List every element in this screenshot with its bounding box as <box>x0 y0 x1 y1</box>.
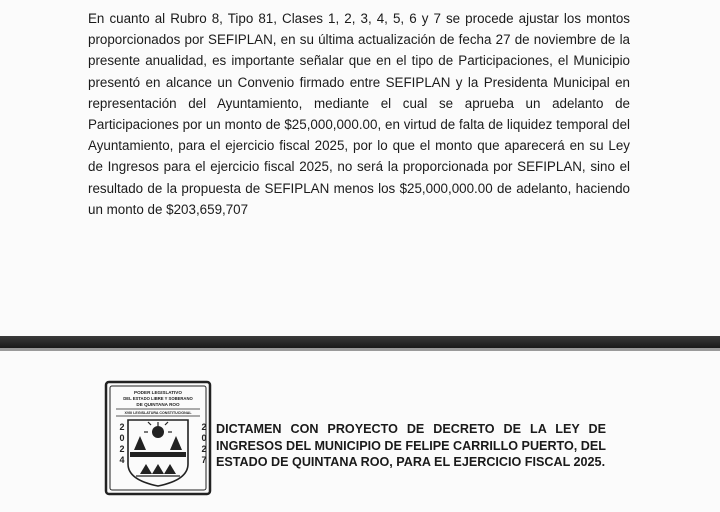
seal-text-line3: DE QUINTANA ROO <box>136 402 180 407</box>
seal-text-line2: DEL ESTADO LIBRE Y SOBERANO <box>123 396 193 401</box>
seal-year-left <box>118 422 126 466</box>
year-digit: 2 <box>201 444 207 454</box>
year-digit: 7 <box>201 455 207 465</box>
body-paragraph: En cuanto al Rubro 8, Tipo 81, Clases 1, 2, 3, 4, 5, 6 y 7 se procede ajustar los montos proporcionados por SEFIPLAN, en su última actualización de fecha 27 de noviembre de la presente anualidad, es importante señalar que en el tipo de Participaciones, el Municipio presentó en alcance un Convenio firmado entre SEFIPLAN y la Presidenta Municipal en representación del Ayuntamiento, mediante el cual se aprueba un adelanto de Participaciones por un monto de $25,000,000.00, en virtud de falta de liquidez temporal del Ayuntamiento, para el ejercicio fiscal 2025, por lo que el monto que aparecerá en su Ley de Ingresos para el ejercicio fiscal 2025, no será la proporcionada por SEFIPLAN, sino el resultado de la propuesta de SEFIPLAN menos los $25,000,000.00 de adelanto, haciendo un monto de $203,659,707 <box>88 11 630 217</box>
footer-title: DICTAMEN CON PROYECTO DE DECRETO DE LA LEY DE INGRESOS DEL MUNICIPIO DE FELIPE CARRILLO PUERTO, DEL ESTADO DE QUINTANA ROO, PARA EL EJERCICIO FISCAL 2025. <box>216 422 606 469</box>
year-digit: 2 <box>119 444 125 454</box>
year-digit: 4 <box>119 455 125 465</box>
seal-text-line4: XVIII LEGISLATURA CONSTITUCIONAL <box>124 411 192 415</box>
seal-year-right <box>200 422 208 466</box>
year-digit: 2 <box>201 422 207 432</box>
year-digit: 2 <box>119 422 125 432</box>
seal-text-line1: PODER LEGISLATIVO <box>134 390 182 395</box>
year-digit: 0 <box>119 433 125 443</box>
footer-separator <box>0 336 720 348</box>
year-digit: 0 <box>201 433 207 443</box>
